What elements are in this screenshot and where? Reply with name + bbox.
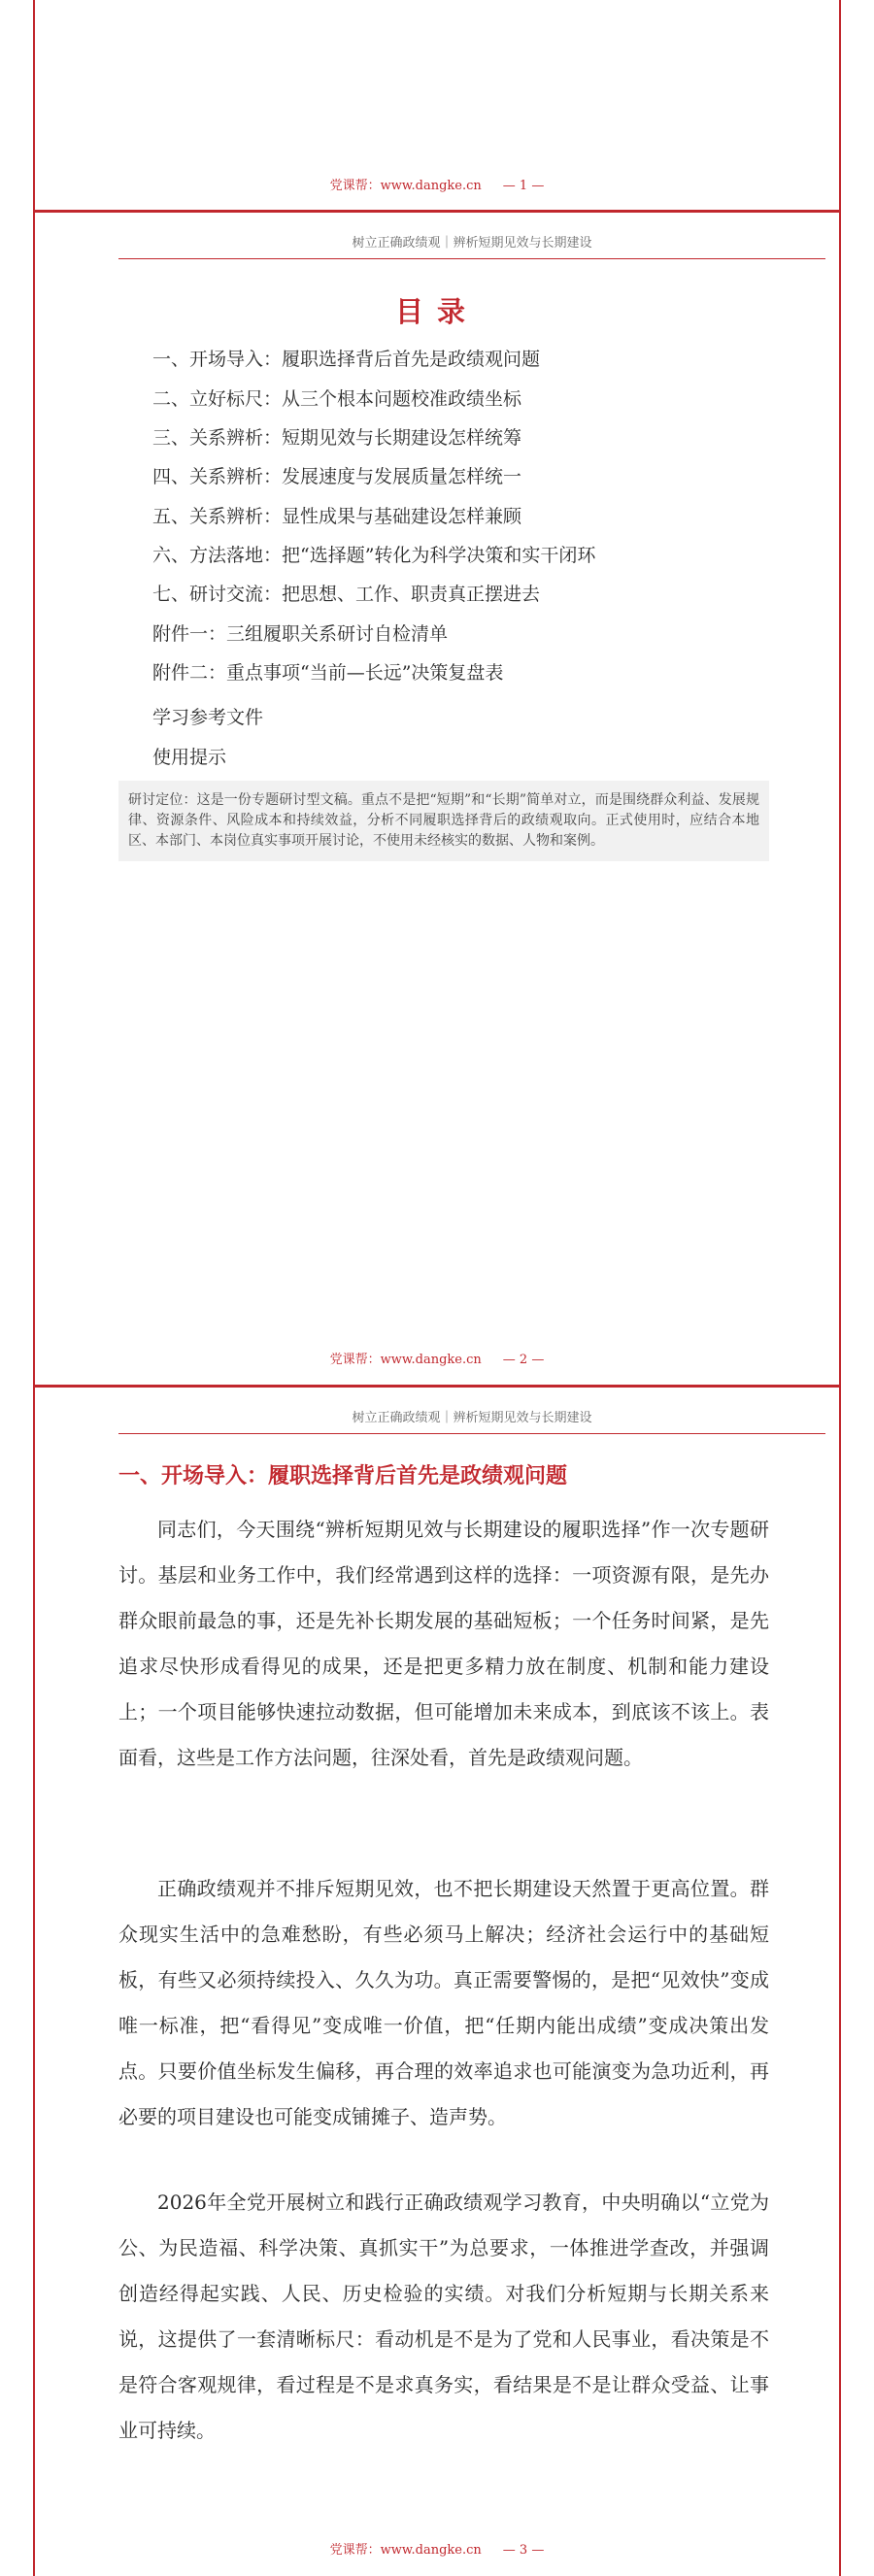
- toc-reference-files: 学习参考文件: [152, 707, 264, 728]
- usage-note-text: 研讨定位：这是一份专题研讨型文稿。重点不是把“短期”和“长期”简单对立，而是围绕群众利益、发展规律、资源条件、风险成本和持续效益，分析不同履职选择背后的政绩观取向。正式使用时，应结合本地区、本部门、本岗位真实事项开展讨论，不使用未经核实的数据、人物和案例。: [128, 792, 759, 849]
- footer-site: 党课帮：www.dangke.cn: [329, 179, 482, 193]
- section-heading: 一、开场导入：履职选择背后首先是政绩观问题: [118, 1463, 568, 1489]
- footer-page-number: — 2 —: [502, 1353, 545, 1367]
- toc-item[interactable]: 六、方法落地：把“选择题”转化为科学决策和实干闭环: [152, 545, 596, 566]
- footer-page-number: — 1 —: [502, 179, 545, 193]
- footer-site: 党课帮：www.dangke.cn: [329, 2543, 482, 2558]
- body-paragraph: 2026年全党开展树立和践行正确政绩观学习教育，中央明确以“立党为公、为民造福、科学决策、真抓实干”为总要求，一体推进学查改，并强调创造经得起实践、人民、历史检验的实绩。对我们分析短期与长期关系来说，这提供了一套清晰标尺：看动机是不是为了党和人民事业，看决策是不是符合客观规律，看过程是不是求真务实，看结果是不是让群众受益、让事业可持续。: [118, 2191, 769, 2442]
- toc-item[interactable]: 附件一：三组履职关系研讨自检清单: [152, 623, 449, 645]
- running-header: 树立正确政绩观｜辨析短期见效与长期建设: [118, 1407, 825, 1434]
- page-footer: [35, 1349, 839, 1367]
- page-3: [33, 1388, 841, 2576]
- footer-site: 党课帮：www.dangke.cn: [329, 1353, 482, 1367]
- body-paragraph: 同志们，今天围绕“辨析短期见效与长期建设的履职选择”作一次专题研讨。基层和业务工作中，我们经常遇到这样的选择：一项资源有限，是先办群众眼前最急的事，还是先补长期发展的基础短板；一个任务时间紧，是先追求尽快形成看得见的成果，还是把更多精力放在制度、机制和能力建设上；一个项目能够快速拉动数据，但可能增加未来成本，到底该不该上。表面看，这些是工作方法问题，往深处看，首先是政绩观问题。: [118, 1518, 769, 1769]
- usage-note-box: [118, 781, 769, 861]
- toc-item[interactable]: 四、关系辨析：发展速度与发展质量怎样统一: [152, 466, 522, 487]
- page-1: [33, 0, 841, 210]
- toc-item[interactable]: 三、关系辨析：短期见效与长期建设怎样统筹: [152, 427, 522, 449]
- toc-title: 目录: [394, 295, 479, 328]
- toc-item[interactable]: 一、开场导入：履职选择背后首先是政绩观问题: [152, 349, 541, 370]
- toc-item[interactable]: 二、立好标尺：从三个根本问题校准政绩坐标: [152, 388, 522, 410]
- footer-page-number: — 3 —: [502, 2543, 545, 2558]
- toc-item[interactable]: 七、研讨交流：把思想、工作、职责真正摆进去: [152, 584, 541, 605]
- toc-usage-tips: 使用提示: [152, 747, 227, 768]
- toc-item[interactable]: 附件二：重点事项“当前—长远”决策复盘表: [152, 662, 504, 684]
- toc-item[interactable]: 五、关系辨析：显性成果与基础建设怎样兼顾: [152, 506, 522, 527]
- page-footer: [35, 175, 839, 193]
- page-2: [33, 213, 841, 1385]
- body-paragraph: 正确政绩观并不排斥短期见效，也不把长期建设天然置于更高位置。群众现实生活中的急难愁盼，有些必须马上解决；经济社会运行中的基础短板，有些又必须持续投入、久久为功。真正需要警惕的，是把“见效快”变成唯一标准，把“看得见”变成唯一价值，把“任期内能出成绩”变成决策出发点。只要价值坐标发生偏移，再合理的效率追求也可能演变为急功近利，再必要的项目建设也可能变成铺摊子、造声势。: [118, 1877, 769, 2128]
- running-header: 树立正确政绩观｜辨析短期见效与长期建设: [118, 232, 825, 259]
- page-footer: [35, 2539, 839, 2558]
